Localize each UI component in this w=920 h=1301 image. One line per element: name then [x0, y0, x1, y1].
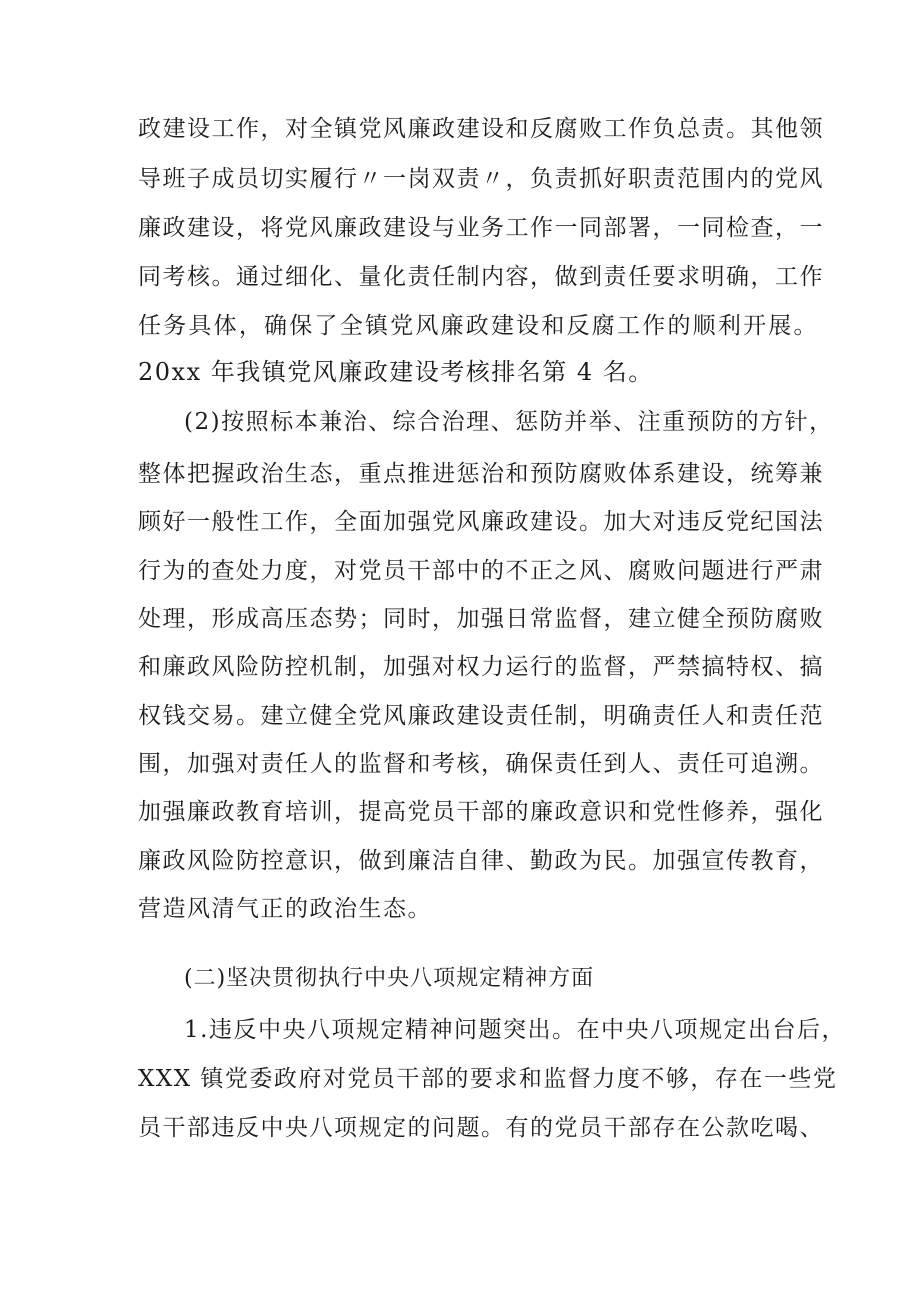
text-line: 整体把握政治生态，重点推进惩治和预防腐败体系建设，统筹兼 — [138, 461, 824, 487]
text-line: 围，加强对责任人的监督和考核，确保责任到人、责任可追溯。 — [138, 751, 824, 777]
section-heading: (二)坚决贯彻执行中央八项规定精神方面 — [184, 966, 595, 991]
text-line: 廉政建设，将党风廉政建设与业务工作一同部署，一同检查，一 — [138, 215, 824, 241]
text-line: 同考核。通过细化、量化责任制内容，做到责任要求明确，工作 — [138, 264, 824, 290]
text-line: 导班子成员切实履行〃一岗双责〃，负责抓好职责范围内的党风 — [138, 166, 824, 192]
text-line: (2)按照标本兼治、综合治理、惩防并举、注重预防的方针， — [184, 409, 834, 435]
text-line: 顾好一般性工作，全面加强党风廉政建设。加大对违反党纪国法 — [138, 509, 824, 535]
text-line: 任务具体，确保了全镇党风廉政建设和反腐工作的顺利开展。 — [138, 313, 818, 339]
text-line: 和廉政风险防控机制，加强对权力运行的监督，严禁搞特权、搞 — [138, 654, 824, 680]
text-line: XXX 镇党委政府对党员干部的要求和监督力度不够，存在一些党 — [138, 1066, 838, 1092]
text-line: 权钱交易。建立健全党风廉政建设责任制，明确责任人和责任范 — [138, 703, 824, 729]
text-line: 行为的查处力度，对党员干部中的不正之风、腐败问题进行严肃 — [138, 558, 824, 584]
text-line: 20xx 年我镇党风廉政建设考核排名第 4 名。 — [138, 358, 654, 386]
text-line: 处理，形成高压态势；同时，加强日常监督，建立健全预防腐败 — [138, 606, 824, 632]
text-line: 1.违反中央八项规定精神问题突出。在中央八项规定出台后， — [184, 1017, 846, 1043]
text-line: 员干部违反中央八项规定的问题。有的党员干部存在公款吃喝、 — [138, 1115, 824, 1141]
text-line: 政建设工作，对全镇党风廉政建设和反腐败工作负总责。其他领 — [138, 116, 824, 142]
text-line: 营造风清气正的政治生态。 — [138, 896, 432, 922]
text-line: 廉政风险防控意识，做到廉洁自律、勤政为民。加强宣传教育， — [138, 848, 824, 874]
text-line: 加强廉政教育培训，提高党员干部的廉政意识和党性修养，强化 — [138, 799, 824, 825]
